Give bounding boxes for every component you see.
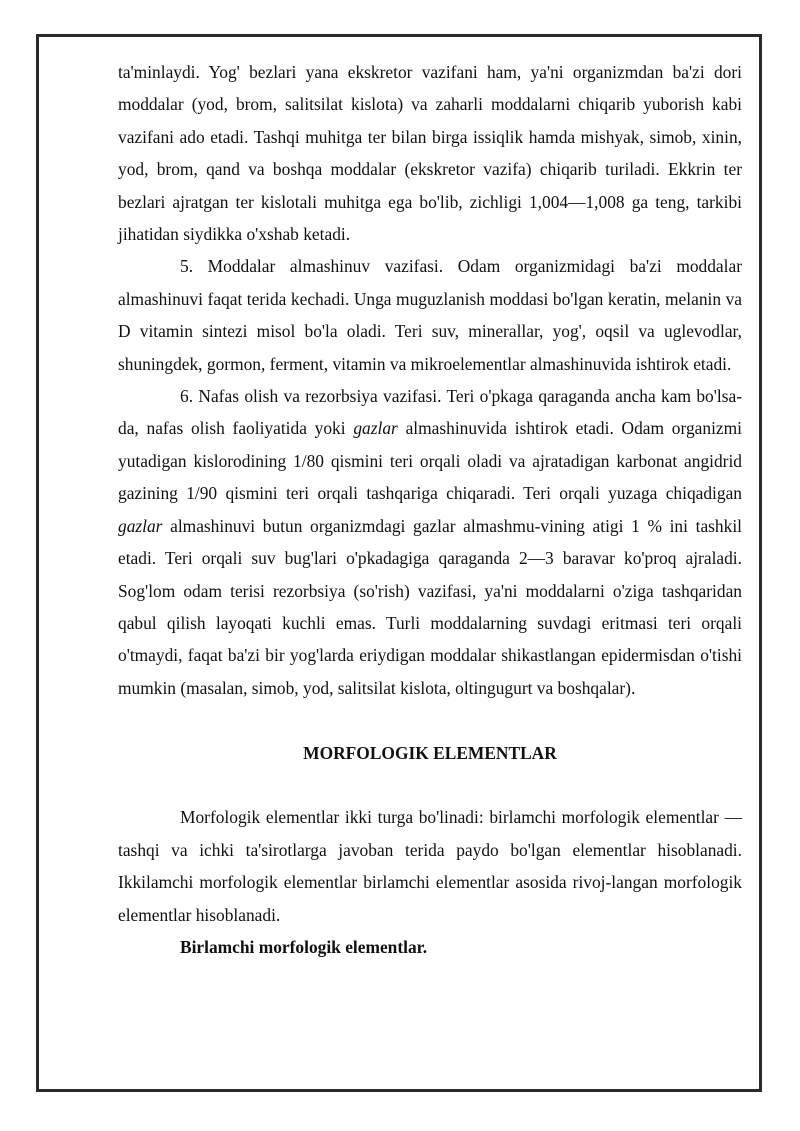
paragraph-excretory-function: ta'minlaydi. Yog' bezlari yana ekskretor vazifani ham, ya'ni organizmdan ba'zi dori moddalar (yod, brom, salitsilat kislota) va zaharli moddalarni chiqarib yuborish kabi vazifani ado etadi. Tashqi muhitga ter bilan birga issiqlik hamda mishyak, simob, xinin, yod, brom, qand va boshqa moddalar (ekskretor vazifa) chiqarib turiladi. Ekkrin ter bezlari ajratgan ter kislotali muhitga ega bo'lib, zichligi 1,004—1,008 ga teng, tarkibi jihatidan siydikka o'xshab ketadi. bbox=[118, 62, 742, 245]
paragraph-respiration-function bbox=[118, 380, 742, 704]
spacer bbox=[118, 769, 742, 801]
spacer bbox=[118, 704, 742, 736]
paragraph-morphological-elements: Morfologik elementlar ikki turga bo'linadi: birlamchi morfologik elementlar — tashqi va ichki ta'sirotlarga javoban terida paydo bo'lgan elementlar hisoblanadi. Ikkilamchi morfologik elementlar birlamchi elementlar asosida rivoj-langan morfologik elementlar hisoblanadi. bbox=[118, 807, 742, 925]
paragraph-metabolism-function: 5. Moddalar almashinuv vazifasi. Odam organizmidagi ba'zi moddalar almashinuvi faqat terida kechadi. Unga muguzlanish moddasi bo'lgan keratin, melanin va D vitamin sintezi misol bo'la oladi. Teri suv, minerallar, yog', oqsil va uglevodlar, shuningdek, gormon, ferment, vitamin va mikroelementlar almashinuvida ishtirok etadi. bbox=[118, 256, 742, 374]
subsection-heading: Birlamchi morfologik elementlar. bbox=[180, 936, 428, 957]
respiration-italic-gazlar-2: gazlar bbox=[118, 515, 163, 536]
section-heading: MORFOLOGIK ELEMENTLAR bbox=[303, 742, 557, 763]
respiration-text-part-2: almashinuvida ishtirok etadi. Odam organizmi yutadigan kislorodining 1/80 qismini teri orqali oladi va ajratadigan karbonat angidrid gazining 1/90 qismini teri orqali tashqariga chiqaradi. Teri orqali yuzaga chiqadigan bbox=[118, 418, 743, 504]
document-body bbox=[118, 56, 742, 963]
respiration-text-part-3: almashinuvi butun organizmdagi gazlar almashmu-vining atigi 1 % ini tashkil etadi. Teri orqali suv bug'lari o'pkadagiga qaraganda 2—3 baravar ko'proq ajraladi. Sog'lom odam terisi rezorbsiya (so'rish) vazifasi, ya'ni moddalarni o'ziga tashqaridan qabul qilish layoqati kuchli emas. Turli moddalarning suvdagi eritmasi teri orqali o'tmaydi, faqat ba'zi bir yog'larda eriydigan moddalar shikastlangan epidermisdan o'tishi mumkin (masalan, simob, yod, salitsilat kislota, oltingugurt va boshqalar). bbox=[118, 515, 742, 698]
respiration-text-part-1: 6. Nafas olish va rezorbsiya vazifasi. Teri o'pkaga qaraganda ancha kam bo'lsa-da, nafas olish faoliyatida yoki bbox=[118, 386, 742, 439]
respiration-italic-gazlar-1: gazlar bbox=[353, 418, 398, 439]
